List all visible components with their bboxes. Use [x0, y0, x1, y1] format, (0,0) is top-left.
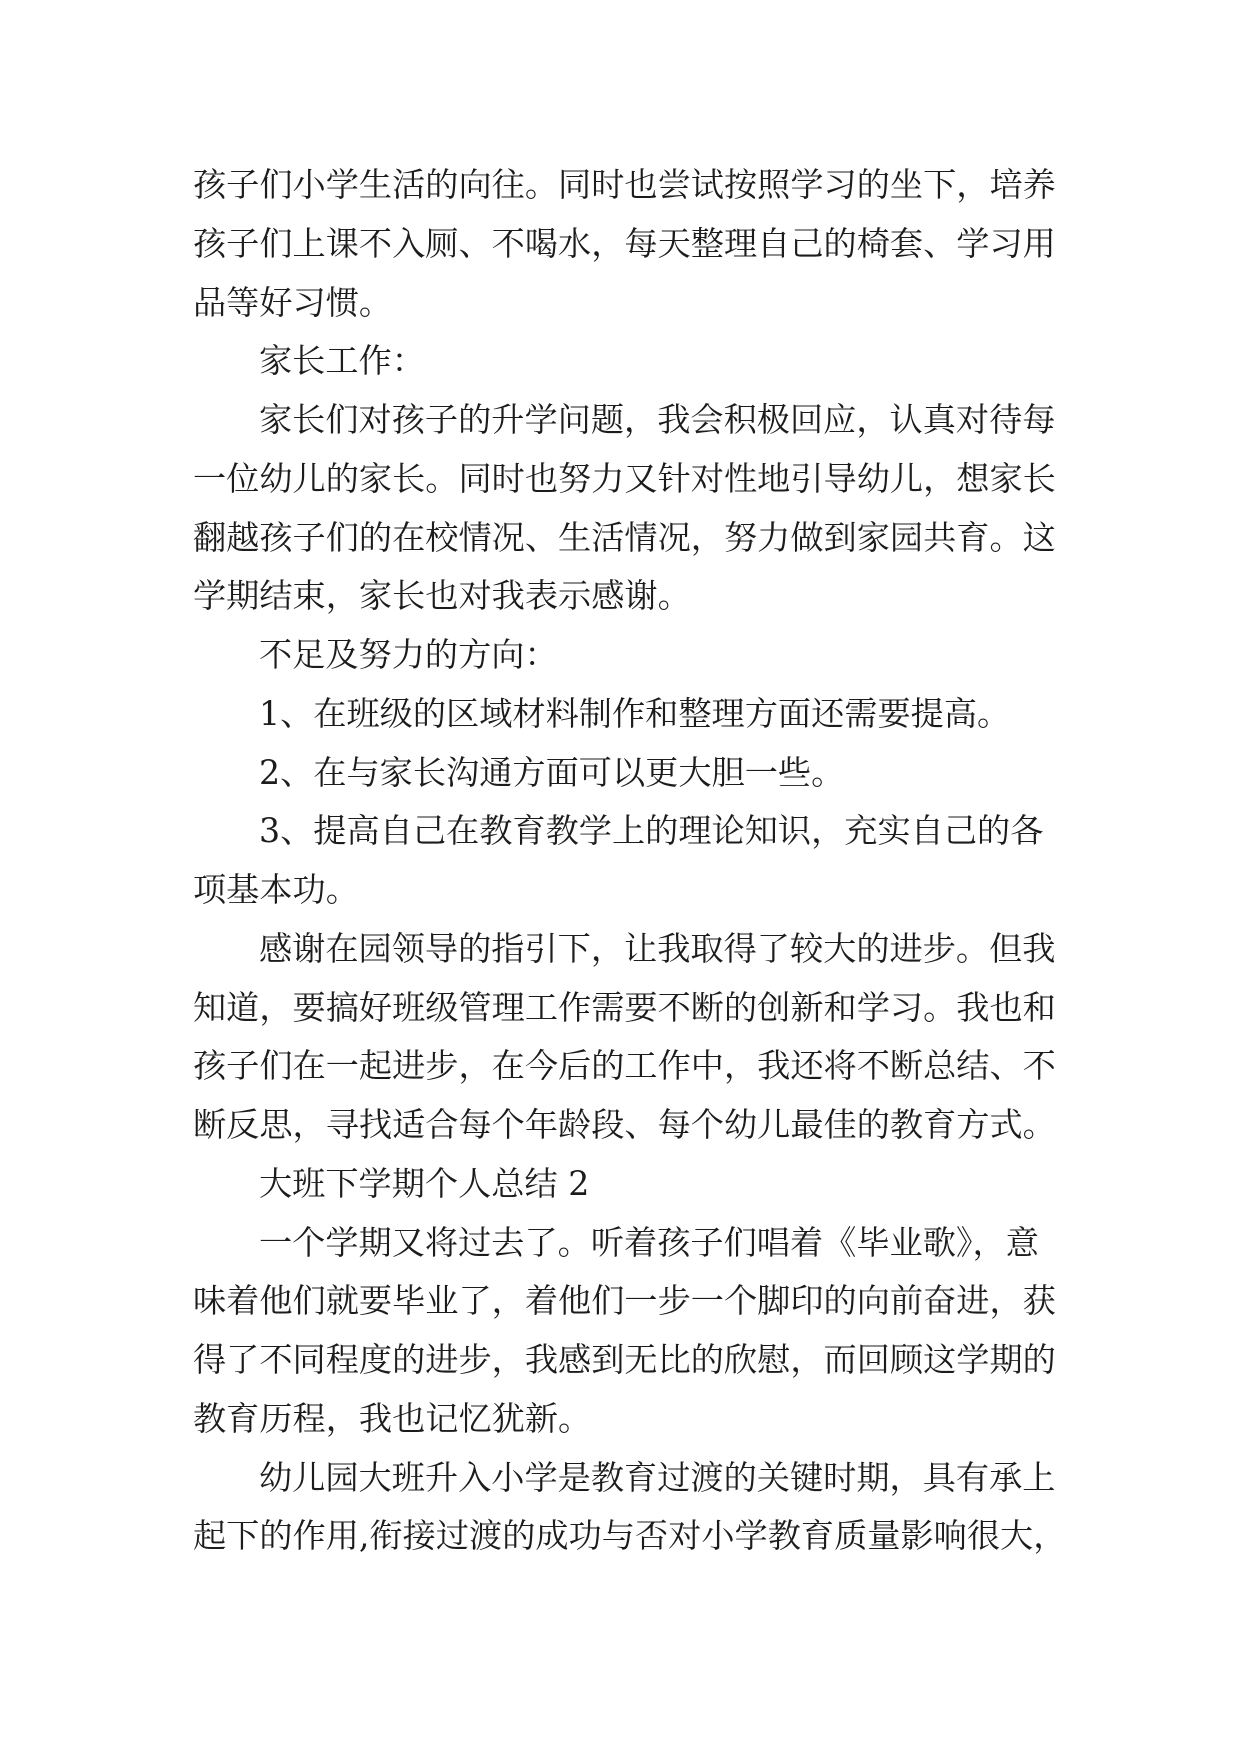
- list-item-text: 2、在与家长沟通方面可以更大胆一些。: [259, 752, 845, 792]
- paragraph: [193, 1449, 1073, 1567]
- text-line: 品等好习惯。: [193, 282, 393, 322]
- subheading: [193, 332, 1073, 391]
- text-line: 孩子们在一起进步，在今后的工作中，我还将不断总结、不: [193, 1046, 1056, 1086]
- subheading-text: 不足及努力的方向：: [259, 635, 558, 674]
- list-item: [193, 802, 1073, 920]
- text-line: 起下的作用,衔接过渡的成功与否对小学教育质量影响很大，: [193, 1516, 1067, 1556]
- section-heading-text: 大班下学期个人总结 2: [259, 1163, 590, 1203]
- text-line: 感谢在园领导的指引下，让我取得了较大的进步。但我: [259, 928, 1056, 968]
- text-line: 幼儿园大班升入小学是教育过渡的关键时期，具有承上: [259, 1457, 1056, 1497]
- list-item-text: 1、在班级的区域材料制作和整理方面还需要提高。: [259, 693, 1011, 733]
- section-heading: [193, 1155, 1073, 1214]
- text-line: 孩子们上课不入厕、不喝水，每天整理自己的椅套、学习用: [193, 223, 1056, 263]
- text-line: 断反思，寻找适合每个年龄段、每个幼儿最佳的教育方式。: [193, 1105, 1056, 1144]
- list-item-text: 3、提高自己在教育教学上的理论知识，充实自己的各: [259, 811, 1044, 851]
- text-line: 一位幼儿的家长。同时也努力又针对性地引导幼儿，想家长: [193, 458, 1056, 498]
- text-line: 教育历程，我也记忆犹新。: [193, 1398, 592, 1438]
- text-line: 家长们对孩子的升学问题，我会积极回应，认真对待每: [259, 400, 1056, 439]
- paragraph: [193, 920, 1073, 1155]
- paragraph: [193, 391, 1073, 626]
- list-item: [193, 744, 1073, 803]
- paragraph: [193, 1214, 1073, 1449]
- text-line: 孩子们小学生活的向往。同时也尝试按照学习的坐下，培养: [193, 165, 1056, 204]
- text-line: 翻越孩子们的在校情况、生活情况，努力做到家园共育。这: [193, 517, 1056, 557]
- list-item-text: 项基本功。: [193, 870, 359, 909]
- text-line: 得了不同程度的进步，我感到无比的欣慰，而回顾这学期的: [193, 1340, 1056, 1379]
- paragraph: [193, 156, 1073, 332]
- text-line: 知道，要搞好班级管理工作需要不断的创新和学习。我也和: [193, 987, 1056, 1027]
- list-item: [193, 685, 1073, 744]
- subheading-text: 家长工作：: [259, 341, 425, 381]
- subheading: [193, 626, 1073, 685]
- text-line: 一个学期又将过去了。听着孩子们唱着《毕业歌》，意: [259, 1222, 1039, 1262]
- text-line: 学期结束，家长也对我表示感谢。: [193, 576, 691, 616]
- document-body: [193, 156, 1073, 1566]
- text-line: 味着他们就要毕业了，着他们一步一个脚印的向前奋进，获: [193, 1281, 1056, 1321]
